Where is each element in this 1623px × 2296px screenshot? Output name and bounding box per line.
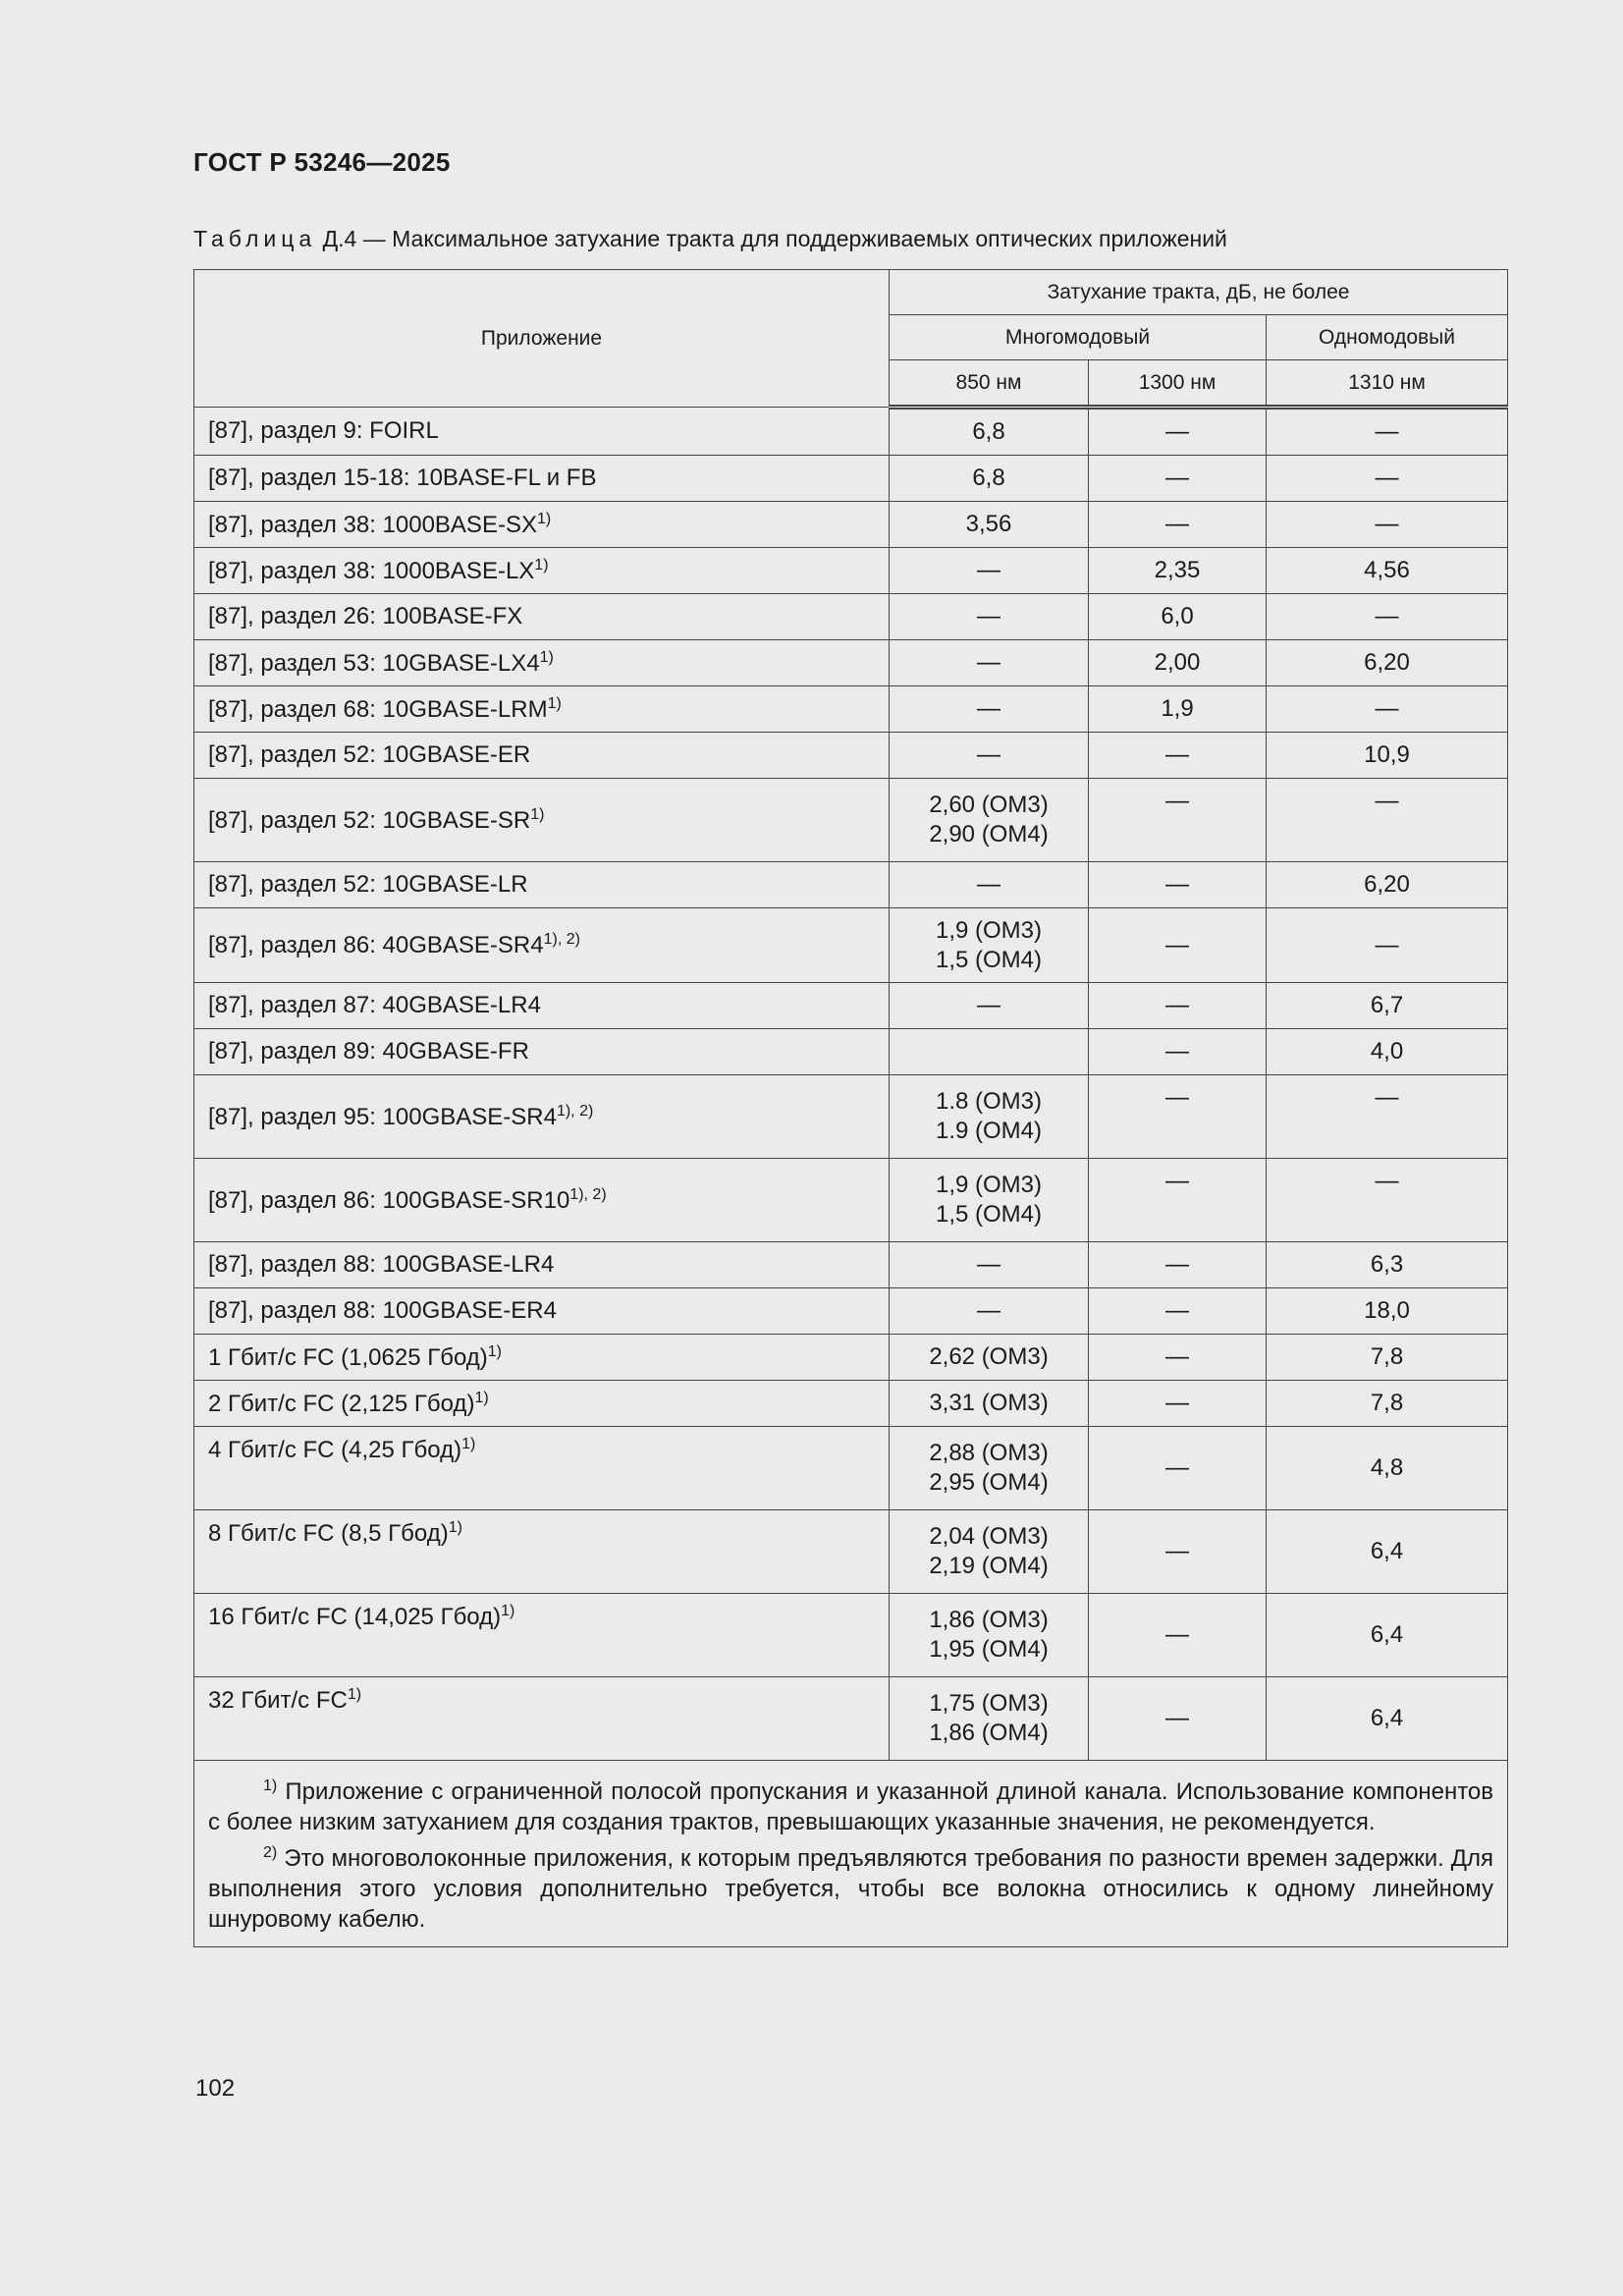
table-notes <box>194 1761 1508 1947</box>
footnote-mark: 1) <box>539 648 554 666</box>
header-application: Приложение <box>194 270 890 408</box>
value-850nm: 6,8 <box>972 465 1005 491</box>
cell-application <box>194 1677 890 1761</box>
cell-application <box>194 1159 890 1242</box>
value-1300nm: — <box>1165 1251 1189 1278</box>
cell-850nm <box>890 640 1089 686</box>
cell-application <box>194 779 890 862</box>
table-row <box>194 908 1508 983</box>
value-850nm: — <box>977 603 1001 629</box>
value-1310nm: — <box>1375 511 1399 537</box>
value-850nm: 1.8 (ОМ3) <box>935 1088 1043 1115</box>
value-1300nm: 2,00 <box>1154 649 1201 676</box>
value-1300nm: — <box>1165 741 1189 768</box>
value-850nm: 1,86 (ОМ4) <box>929 1720 1049 1746</box>
value-850nm: 1,9 (ОМ3) <box>935 916 1043 944</box>
cell-850nm <box>890 1381 1089 1427</box>
cell-850nm <box>890 1029 1089 1075</box>
value-850nm: 1.9 (ОМ4) <box>935 1118 1043 1144</box>
table-row <box>194 1427 1508 1510</box>
cell-application <box>194 1075 890 1159</box>
value-850nm: 2,60 (ОМ3) <box>929 792 1049 818</box>
note-1-mark: 1) <box>263 1777 278 1794</box>
table-body <box>194 408 1508 1761</box>
value-850nm: — <box>977 557 1001 583</box>
cell-application <box>194 594 890 640</box>
note-2-text: Это многоволоконные приложения, к которым предъявляются требования по разности времен задержки. Для выполнения этого условия дополнительно требуется, чтобы все волокна относились к одному линейному шнуровому кабелю. <box>208 1845 1494 1933</box>
value-850nm: 1,75 (ОМ3) <box>929 1690 1049 1717</box>
cell-1300nm <box>1089 1381 1267 1427</box>
cell-1310nm <box>1267 456 1508 502</box>
cell-1310nm <box>1267 686 1508 733</box>
application-name: [87], раздел 9: FOIRL <box>208 417 439 444</box>
value-1300nm: — <box>1165 1297 1189 1324</box>
footnote-mark: 1) <box>547 694 562 712</box>
value-1310nm: 6,4 <box>1370 1538 1404 1564</box>
cell-1310nm <box>1267 908 1508 983</box>
application-name: [87], раздел 68: 10GBASE-LRM <box>208 695 548 723</box>
application-name: 8 Гбит/с FC (8,5 Гбод) <box>208 1520 449 1547</box>
application-name: 4 Гбит/с FC (4,25 Гбод) <box>208 1437 462 1463</box>
table-row <box>194 1288 1508 1335</box>
value-1300nm: — <box>1165 871 1189 898</box>
value-850nm: 2,88 (ОМ3) <box>929 1440 1049 1466</box>
cell-application <box>194 908 890 983</box>
cell-application <box>194 548 890 594</box>
table-row <box>194 594 1508 640</box>
cell-application <box>194 1335 890 1381</box>
table-caption-label: Таблица <box>193 226 317 251</box>
application-name: [87], раздел 86: 40GBASE-SR4 <box>208 932 544 958</box>
value-850nm: 3,31 (ОМ3) <box>929 1390 1049 1416</box>
value-1310nm: 7,8 <box>1370 1390 1404 1416</box>
cell-1310nm <box>1267 1288 1508 1335</box>
application-name: [87], раздел 52: 10GBASE-ER <box>208 741 531 768</box>
value-850nm: 1,5 (ОМ4) <box>935 946 1043 973</box>
table-row <box>194 983 1508 1029</box>
application-name: [87], раздел 52: 10GBASE-SR <box>208 806 531 834</box>
cell-application <box>194 686 890 733</box>
value-1300nm: — <box>1165 1705 1189 1731</box>
cell-1300nm <box>1089 908 1267 983</box>
attenuation-table <box>193 269 1508 1947</box>
application-name: [87], раздел 86: 100GBASE-SR10 <box>208 1186 570 1214</box>
value-1310nm: 6,4 <box>1370 1705 1404 1731</box>
application-name: [87], раздел 87: 40GBASE-LR4 <box>208 992 541 1018</box>
value-1300nm: — <box>1165 931 1189 958</box>
value-1300nm: 2,35 <box>1154 557 1201 583</box>
value-1310nm: 4,8 <box>1370 1454 1404 1481</box>
table-row <box>194 862 1508 908</box>
footnote-mark: 1) <box>530 805 545 823</box>
header-attenuation-group: Затухание тракта, дБ, не более <box>890 270 1508 315</box>
cell-850nm <box>890 733 1089 779</box>
cell-application <box>194 733 890 779</box>
value-850nm: — <box>977 871 1001 898</box>
value-1310nm: 6,4 <box>1370 1621 1404 1648</box>
cell-1310nm <box>1267 779 1508 862</box>
cell-application <box>194 1381 890 1427</box>
table-row <box>194 1075 1508 1159</box>
cell-850nm <box>890 862 1089 908</box>
cell-1310nm <box>1267 548 1508 594</box>
cell-1300nm <box>1089 1029 1267 1075</box>
cell-application <box>194 1288 890 1335</box>
application-name: [87], раздел 89: 40GBASE-FR <box>208 1038 529 1065</box>
application-name: [87], раздел 53: 10GBASE-LX4 <box>208 649 540 677</box>
cell-application <box>194 1029 890 1075</box>
cell-1300nm <box>1089 733 1267 779</box>
value-1310nm: 18,0 <box>1364 1297 1410 1324</box>
table-row <box>194 779 1508 862</box>
cell-application <box>194 1510 890 1594</box>
value-1310nm: — <box>1375 931 1399 958</box>
value-1310nm: 7,8 <box>1370 1343 1404 1370</box>
cell-1310nm <box>1267 1242 1508 1288</box>
footnote-mark: 1) <box>448 1519 462 1536</box>
footnote-mark: 1) <box>487 1342 503 1360</box>
footnote-mark: 1) <box>474 1389 489 1406</box>
value-1300nm: — <box>1165 511 1189 537</box>
cell-1310nm <box>1267 1159 1508 1242</box>
value-850nm: 6,8 <box>972 418 1005 445</box>
cell-application <box>194 1242 890 1288</box>
footnote-mark: 1) <box>347 1686 362 1703</box>
cell-application <box>194 456 890 502</box>
cell-850nm <box>890 1427 1089 1510</box>
value-1310nm: — <box>1375 603 1399 629</box>
cell-1300nm <box>1089 779 1267 862</box>
footnote-mark: 1) <box>536 510 552 527</box>
value-850nm: — <box>977 1251 1001 1278</box>
application-name: 16 Гбит/с FC (14,025 Гбод) <box>208 1604 502 1630</box>
cell-application <box>194 862 890 908</box>
footnote-mark: 1), 2) <box>543 931 580 948</box>
value-1300nm: — <box>1165 1454 1189 1481</box>
cell-1310nm <box>1267 1427 1508 1510</box>
table-header <box>194 270 1508 408</box>
note-2 <box>208 1837 1493 1935</box>
header-multimode: Многомодовый <box>890 315 1267 360</box>
value-1310nm: — <box>1375 788 1399 814</box>
cell-1300nm <box>1089 1677 1267 1761</box>
cell-1300nm <box>1089 1242 1267 1288</box>
note-1-text: Приложение с ограниченной полосой пропускания и указанной длиной канала. Использование компонентов с более низким затуханием для создания трактов, превышающих указанные значения, не рекомендуется. <box>208 1778 1494 1835</box>
value-1310nm: — <box>1375 695 1399 722</box>
cell-application <box>194 1427 890 1510</box>
value-1300nm: — <box>1165 1168 1189 1194</box>
value-1310nm: 6,7 <box>1370 992 1404 1018</box>
cell-850nm <box>890 548 1089 594</box>
value-850nm: — <box>977 992 1001 1018</box>
cell-application <box>194 640 890 686</box>
footnote-mark: 1), 2) <box>556 1102 594 1120</box>
cell-1310nm <box>1267 1075 1508 1159</box>
cell-1300nm <box>1089 408 1267 456</box>
value-850nm: 2,19 (ОМ4) <box>929 1553 1049 1579</box>
footnote-mark: 1) <box>461 1436 476 1452</box>
cell-1300nm <box>1089 862 1267 908</box>
table-row <box>194 1159 1508 1242</box>
table-row <box>194 640 1508 686</box>
value-850nm: — <box>977 695 1001 722</box>
application-name: [87], раздел 38: 1000BASE-SX <box>208 511 537 538</box>
cell-850nm <box>890 1242 1089 1288</box>
value-1310nm: — <box>1375 1168 1399 1194</box>
value-1310nm: 6,20 <box>1364 871 1410 898</box>
value-1310nm: 4,0 <box>1370 1038 1404 1065</box>
value-1300nm: — <box>1165 1390 1189 1416</box>
cell-1310nm <box>1267 502 1508 548</box>
application-name: [87], раздел 15-18: 10BASE-FL и FB <box>208 465 597 491</box>
note-1 <box>208 1771 1493 1837</box>
cell-850nm <box>890 908 1089 983</box>
cell-850nm <box>890 1075 1089 1159</box>
value-850nm: 2,62 (ОМ3) <box>929 1343 1049 1370</box>
table-row <box>194 1594 1508 1677</box>
footnote-mark: 1) <box>501 1603 515 1619</box>
table-row <box>194 408 1508 456</box>
attenuation-table-container <box>193 269 1507 1947</box>
value-850nm: — <box>977 649 1001 676</box>
header-1310nm: 1310 нм <box>1267 360 1508 408</box>
application-name: 32 Гбит/с FC <box>208 1687 348 1714</box>
cell-1300nm <box>1089 1594 1267 1677</box>
value-1300nm: — <box>1165 418 1189 445</box>
cell-application <box>194 983 890 1029</box>
value-1300nm: — <box>1165 788 1189 814</box>
table-row <box>194 1029 1508 1075</box>
table-row <box>194 1677 1508 1761</box>
cell-1310nm <box>1267 594 1508 640</box>
cell-1300nm <box>1089 502 1267 548</box>
cell-1300nm <box>1089 594 1267 640</box>
document-id: ГОСТ Р 53246—2025 <box>193 147 451 177</box>
table-row <box>194 1242 1508 1288</box>
value-850nm: 1,5 (ОМ4) <box>935 1201 1043 1228</box>
cell-1310nm <box>1267 1029 1508 1075</box>
table-row <box>194 1335 1508 1381</box>
value-850nm: — <box>977 741 1001 768</box>
cell-1310nm <box>1267 408 1508 456</box>
application-name: [87], раздел 26: 100BASE-FX <box>208 603 523 629</box>
cell-850nm <box>890 408 1089 456</box>
value-850nm: 3,56 <box>965 511 1012 537</box>
cell-1300nm <box>1089 1288 1267 1335</box>
cell-application <box>194 408 890 456</box>
value-850nm: — <box>977 1297 1001 1324</box>
cell-1300nm <box>1089 1335 1267 1381</box>
value-850nm: 1,95 (ОМ4) <box>929 1636 1049 1663</box>
table-row <box>194 1381 1508 1427</box>
value-1300nm: — <box>1165 992 1189 1018</box>
cell-850nm <box>890 1594 1089 1677</box>
cell-1310nm <box>1267 1677 1508 1761</box>
cell-1300nm <box>1089 640 1267 686</box>
application-name: 2 Гбит/с FC (2,125 Гбод) <box>208 1390 475 1417</box>
table-row <box>194 686 1508 733</box>
cell-850nm <box>890 779 1089 862</box>
value-1300nm: — <box>1165 465 1189 491</box>
cell-1300nm <box>1089 1427 1267 1510</box>
application-name: [87], раздел 88: 100GBASE-LR4 <box>208 1251 555 1278</box>
value-1300nm: — <box>1165 1538 1189 1564</box>
cell-1300nm <box>1089 686 1267 733</box>
value-1300nm: 1,9 <box>1161 695 1194 722</box>
value-1300nm: — <box>1165 1038 1189 1065</box>
header-1300nm: 1300 нм <box>1089 360 1267 408</box>
value-1310nm: 10,9 <box>1364 741 1410 768</box>
cell-850nm <box>890 502 1089 548</box>
cell-1300nm <box>1089 548 1267 594</box>
cell-1300nm <box>1089 1075 1267 1159</box>
value-1310nm: — <box>1375 465 1399 491</box>
cell-application <box>194 1594 890 1677</box>
application-name: 1 Гбит/с FC (1,0625 Гбод) <box>208 1343 488 1371</box>
cell-850nm <box>890 1288 1089 1335</box>
value-1310nm: — <box>1375 418 1399 445</box>
header-850nm: 850 нм <box>890 360 1089 408</box>
table-row <box>194 502 1508 548</box>
table-row <box>194 548 1508 594</box>
application-name: [87], раздел 52: 10GBASE-LR <box>208 871 528 898</box>
cell-1310nm <box>1267 1335 1508 1381</box>
cell-1300nm <box>1089 456 1267 502</box>
value-1310nm: 6,20 <box>1364 649 1410 676</box>
cell-850nm <box>890 983 1089 1029</box>
cell-1310nm <box>1267 1594 1508 1677</box>
application-name: [87], раздел 95: 100GBASE-SR4 <box>208 1103 557 1130</box>
footnote-mark: 1) <box>534 556 549 574</box>
cell-application <box>194 502 890 548</box>
cell-850nm <box>890 1510 1089 1594</box>
value-1310nm: — <box>1375 1084 1399 1111</box>
value-850nm: 2,90 (ОМ4) <box>929 821 1049 847</box>
note-2-mark: 2) <box>263 1844 278 1861</box>
table-row <box>194 733 1508 779</box>
cell-1300nm <box>1089 983 1267 1029</box>
value-1300nm: — <box>1165 1084 1189 1111</box>
cell-1310nm <box>1267 862 1508 908</box>
cell-1310nm <box>1267 1381 1508 1427</box>
value-1300nm: — <box>1165 1343 1189 1370</box>
cell-850nm <box>890 1159 1089 1242</box>
cell-850nm <box>890 594 1089 640</box>
cell-1310nm <box>1267 733 1508 779</box>
cell-1300nm <box>1089 1510 1267 1594</box>
value-850nm: 1,9 (ОМ3) <box>935 1172 1043 1198</box>
value-850nm: 1,86 (ОМ3) <box>929 1607 1049 1633</box>
table-row <box>194 1510 1508 1594</box>
cell-1300nm <box>1089 1159 1267 1242</box>
value-850nm: 2,95 (ОМ4) <box>929 1469 1049 1496</box>
value-1300nm: 6,0 <box>1161 603 1194 629</box>
value-1310nm: 6,3 <box>1370 1251 1404 1278</box>
table-caption-text: Д.4 — Максимальное затухание тракта для поддерживаемых оптических приложений <box>322 226 1227 251</box>
cell-1310nm <box>1267 983 1508 1029</box>
value-1300nm: — <box>1165 1621 1189 1648</box>
application-name: [87], раздел 88: 100GBASE-ER4 <box>208 1297 557 1324</box>
cell-850nm <box>890 1335 1089 1381</box>
cell-850nm <box>890 456 1089 502</box>
value-850nm: 2,04 (ОМ3) <box>929 1523 1049 1550</box>
header-singlemode: Одномодовый <box>1267 315 1508 360</box>
page-number: 102 <box>195 2075 236 2102</box>
table-caption <box>193 226 1227 252</box>
footnote-mark: 1), 2) <box>569 1185 607 1203</box>
cell-850nm <box>890 1677 1089 1761</box>
cell-1310nm <box>1267 640 1508 686</box>
cell-850nm <box>890 686 1089 733</box>
cell-1310nm <box>1267 1510 1508 1594</box>
value-1310nm: 4,56 <box>1364 557 1410 583</box>
table-row <box>194 456 1508 502</box>
application-name: [87], раздел 38: 1000BASE-LX <box>208 557 535 584</box>
